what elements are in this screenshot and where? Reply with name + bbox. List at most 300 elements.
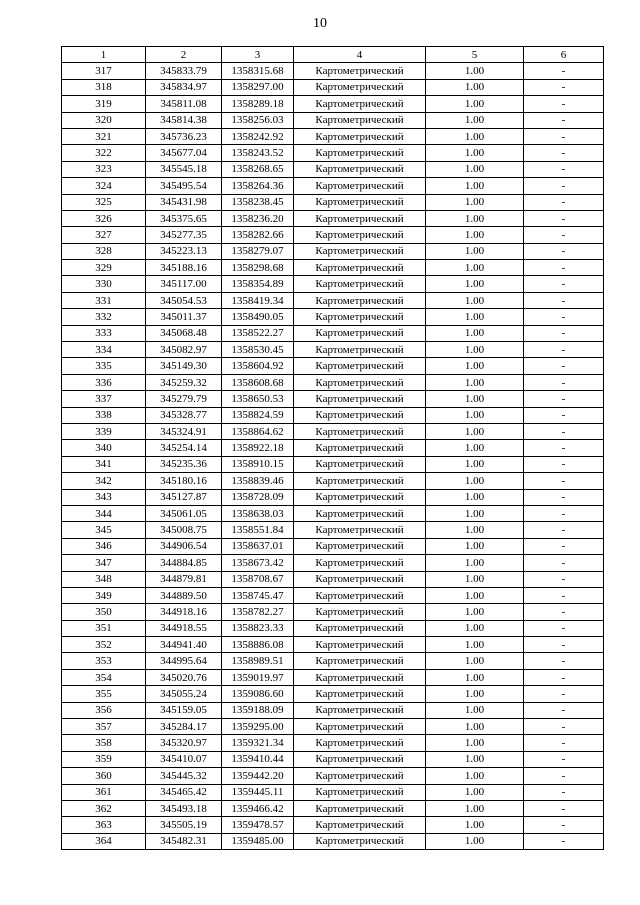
method-cell: Картометрический [294, 768, 426, 784]
table-row [62, 702, 604, 718]
y-coordinate-cell: 1358243.52 [222, 145, 294, 161]
table-row [62, 555, 604, 571]
accuracy-cell: 1.00 [426, 473, 524, 489]
table-row [62, 260, 604, 276]
coordinates-table [61, 46, 604, 850]
point-number-cell: 348 [62, 571, 146, 587]
point-number-cell: 329 [62, 260, 146, 276]
accuracy-cell: 1.00 [426, 407, 524, 423]
note-cell: - [524, 227, 604, 243]
y-coordinate-cell: 1359086.60 [222, 686, 294, 702]
table-row [62, 833, 604, 849]
accuracy-cell: 1.00 [426, 292, 524, 308]
point-number-cell: 343 [62, 489, 146, 505]
accuracy-cell: 1.00 [426, 178, 524, 194]
accuracy-cell: 1.00 [426, 358, 524, 374]
point-number-cell: 360 [62, 768, 146, 784]
column-header: 3 [222, 47, 294, 63]
x-coordinate-cell: 345149.30 [146, 358, 222, 374]
method-cell: Картометрический [294, 751, 426, 767]
y-coordinate-cell: 1358864.62 [222, 423, 294, 439]
table-row [62, 505, 604, 521]
y-coordinate-cell: 1358236.20 [222, 210, 294, 226]
y-coordinate-cell: 1358490.05 [222, 309, 294, 325]
x-coordinate-cell: 345279.79 [146, 391, 222, 407]
accuracy-cell: 1.00 [426, 571, 524, 587]
point-number-cell: 356 [62, 702, 146, 718]
y-coordinate-cell: 1358673.42 [222, 555, 294, 571]
table-row [62, 391, 604, 407]
y-coordinate-cell: 1358886.08 [222, 637, 294, 653]
x-coordinate-cell: 344889.50 [146, 587, 222, 603]
y-coordinate-cell: 1358530.45 [222, 342, 294, 358]
table-row [62, 735, 604, 751]
method-cell: Картометрический [294, 423, 426, 439]
note-cell: - [524, 96, 604, 112]
point-number-cell: 349 [62, 587, 146, 603]
x-coordinate-cell: 344906.54 [146, 538, 222, 554]
note-cell: - [524, 194, 604, 210]
note-cell: - [524, 604, 604, 620]
accuracy-cell: 1.00 [426, 653, 524, 669]
y-coordinate-cell: 1358782.27 [222, 604, 294, 620]
y-coordinate-cell: 1358315.68 [222, 63, 294, 79]
note-cell: - [524, 555, 604, 571]
accuracy-cell: 1.00 [426, 800, 524, 816]
table-row [62, 751, 604, 767]
method-cell: Картометрический [294, 555, 426, 571]
table-row [62, 178, 604, 194]
method-cell: Картометрический [294, 161, 426, 177]
x-coordinate-cell: 344879.81 [146, 571, 222, 587]
note-cell: - [524, 686, 604, 702]
x-coordinate-cell: 345127.87 [146, 489, 222, 505]
accuracy-cell: 1.00 [426, 440, 524, 456]
table-row [62, 522, 604, 538]
note-cell: - [524, 456, 604, 472]
accuracy-cell: 1.00 [426, 587, 524, 603]
point-number-cell: 320 [62, 112, 146, 128]
method-cell: Картометрический [294, 325, 426, 341]
note-cell: - [524, 243, 604, 259]
table-row [62, 210, 604, 226]
table-row [62, 79, 604, 95]
table-row [62, 817, 604, 833]
x-coordinate-cell: 345811.08 [146, 96, 222, 112]
note-cell: - [524, 407, 604, 423]
x-coordinate-cell: 345008.75 [146, 522, 222, 538]
table-row [62, 423, 604, 439]
y-coordinate-cell: 1358638.03 [222, 505, 294, 521]
point-number-cell: 334 [62, 342, 146, 358]
method-cell: Картометрический [294, 260, 426, 276]
x-coordinate-cell: 345736.23 [146, 128, 222, 144]
point-number-cell: 323 [62, 161, 146, 177]
x-coordinate-cell: 345328.77 [146, 407, 222, 423]
note-cell: - [524, 800, 604, 816]
note-cell: - [524, 719, 604, 735]
x-coordinate-cell: 345833.79 [146, 63, 222, 79]
accuracy-cell: 1.00 [426, 210, 524, 226]
note-cell: - [524, 423, 604, 439]
note-cell: - [524, 702, 604, 718]
note-cell: - [524, 161, 604, 177]
note-cell: - [524, 637, 604, 653]
point-number-cell: 326 [62, 210, 146, 226]
x-coordinate-cell: 345677.04 [146, 145, 222, 161]
y-coordinate-cell: 1358298.68 [222, 260, 294, 276]
y-coordinate-cell: 1359466.42 [222, 800, 294, 816]
point-number-cell: 351 [62, 620, 146, 636]
table-row [62, 571, 604, 587]
note-cell: - [524, 505, 604, 521]
accuracy-cell: 1.00 [426, 538, 524, 554]
x-coordinate-cell: 345493.18 [146, 800, 222, 816]
accuracy-cell: 1.00 [426, 735, 524, 751]
table-row [62, 243, 604, 259]
note-cell: - [524, 309, 604, 325]
method-cell: Картометрический [294, 538, 426, 554]
y-coordinate-cell: 1359295.00 [222, 719, 294, 735]
y-coordinate-cell: 1358745.47 [222, 587, 294, 603]
table-row [62, 161, 604, 177]
point-number-cell: 324 [62, 178, 146, 194]
accuracy-cell: 1.00 [426, 637, 524, 653]
accuracy-cell: 1.00 [426, 702, 524, 718]
note-cell: - [524, 768, 604, 784]
point-number-cell: 318 [62, 79, 146, 95]
y-coordinate-cell: 1358910.15 [222, 456, 294, 472]
point-number-cell: 337 [62, 391, 146, 407]
method-cell: Картометрический [294, 194, 426, 210]
x-coordinate-cell: 345375.65 [146, 210, 222, 226]
x-coordinate-cell: 345159.05 [146, 702, 222, 718]
x-coordinate-cell: 345188.16 [146, 260, 222, 276]
point-number-cell: 350 [62, 604, 146, 620]
y-coordinate-cell: 1358279.07 [222, 243, 294, 259]
x-coordinate-cell: 345482.31 [146, 833, 222, 849]
method-cell: Картометрический [294, 63, 426, 79]
note-cell: - [524, 669, 604, 685]
note-cell: - [524, 571, 604, 587]
point-number-cell: 335 [62, 358, 146, 374]
accuracy-cell: 1.00 [426, 686, 524, 702]
note-cell: - [524, 178, 604, 194]
note-cell: - [524, 342, 604, 358]
note-cell: - [524, 128, 604, 144]
table-row [62, 637, 604, 653]
point-number-cell: 322 [62, 145, 146, 161]
x-coordinate-cell: 344995.64 [146, 653, 222, 669]
y-coordinate-cell: 1358354.89 [222, 276, 294, 292]
y-coordinate-cell: 1359321.34 [222, 735, 294, 751]
x-coordinate-cell: 345054.53 [146, 292, 222, 308]
accuracy-cell: 1.00 [426, 260, 524, 276]
method-cell: Картометрический [294, 505, 426, 521]
y-coordinate-cell: 1358282.66 [222, 227, 294, 243]
method-cell: Картометрический [294, 522, 426, 538]
method-cell: Картометрический [294, 456, 426, 472]
y-coordinate-cell: 1359485.00 [222, 833, 294, 849]
accuracy-cell: 1.00 [426, 456, 524, 472]
point-number-cell: 357 [62, 719, 146, 735]
method-cell: Картометрический [294, 735, 426, 751]
point-number-cell: 352 [62, 637, 146, 653]
point-number-cell: 363 [62, 817, 146, 833]
x-coordinate-cell: 345259.32 [146, 374, 222, 390]
point-number-cell: 346 [62, 538, 146, 554]
y-coordinate-cell: 1358637.01 [222, 538, 294, 554]
accuracy-cell: 1.00 [426, 522, 524, 538]
method-cell: Картометрический [294, 374, 426, 390]
x-coordinate-cell: 344884.85 [146, 555, 222, 571]
accuracy-cell: 1.00 [426, 161, 524, 177]
table-row [62, 63, 604, 79]
note-cell: - [524, 276, 604, 292]
y-coordinate-cell: 1358268.65 [222, 161, 294, 177]
point-number-cell: 338 [62, 407, 146, 423]
accuracy-cell: 1.00 [426, 391, 524, 407]
table-row [62, 456, 604, 472]
y-coordinate-cell: 1358551.84 [222, 522, 294, 538]
note-cell: - [524, 538, 604, 554]
table-row [62, 342, 604, 358]
point-number-cell: 321 [62, 128, 146, 144]
y-coordinate-cell: 1358522.27 [222, 325, 294, 341]
x-coordinate-cell: 345277.35 [146, 227, 222, 243]
y-coordinate-cell: 1358922.18 [222, 440, 294, 456]
note-cell: - [524, 79, 604, 95]
table-row [62, 292, 604, 308]
point-number-cell: 331 [62, 292, 146, 308]
method-cell: Картометрический [294, 276, 426, 292]
accuracy-cell: 1.00 [426, 505, 524, 521]
table-row [62, 96, 604, 112]
table-row [62, 145, 604, 161]
x-coordinate-cell: 345431.98 [146, 194, 222, 210]
note-cell: - [524, 63, 604, 79]
method-cell: Картометрический [294, 96, 426, 112]
point-number-cell: 341 [62, 456, 146, 472]
accuracy-cell: 1.00 [426, 227, 524, 243]
method-cell: Картометрический [294, 128, 426, 144]
point-number-cell: 332 [62, 309, 146, 325]
x-coordinate-cell: 345505.19 [146, 817, 222, 833]
table-row [62, 686, 604, 702]
table-row [62, 227, 604, 243]
accuracy-cell: 1.00 [426, 604, 524, 620]
x-coordinate-cell: 345011.37 [146, 309, 222, 325]
x-coordinate-cell: 345055.24 [146, 686, 222, 702]
note-cell: - [524, 391, 604, 407]
note-cell: - [524, 735, 604, 751]
point-number-cell: 317 [62, 63, 146, 79]
table-row [62, 276, 604, 292]
x-coordinate-cell: 345545.18 [146, 161, 222, 177]
method-cell: Картометрический [294, 620, 426, 636]
table-row [62, 719, 604, 735]
note-cell: - [524, 751, 604, 767]
x-coordinate-cell: 345410.07 [146, 751, 222, 767]
point-number-cell: 361 [62, 784, 146, 800]
method-cell: Картометрический [294, 637, 426, 653]
method-cell: Картометрический [294, 145, 426, 161]
x-coordinate-cell: 345061.05 [146, 505, 222, 521]
point-number-cell: 354 [62, 669, 146, 685]
y-coordinate-cell: 1358823.33 [222, 620, 294, 636]
x-coordinate-cell: 345020.76 [146, 669, 222, 685]
note-cell: - [524, 260, 604, 276]
note-cell: - [524, 489, 604, 505]
method-cell: Картометрический [294, 587, 426, 603]
method-cell: Картометрический [294, 817, 426, 833]
y-coordinate-cell: 1358419.34 [222, 292, 294, 308]
point-number-cell: 333 [62, 325, 146, 341]
table-row [62, 194, 604, 210]
table-row [62, 768, 604, 784]
y-coordinate-cell: 1358989.51 [222, 653, 294, 669]
column-header: 5 [426, 47, 524, 63]
y-coordinate-cell: 1359442.20 [222, 768, 294, 784]
header-row [62, 47, 604, 63]
point-number-cell: 344 [62, 505, 146, 521]
note-cell: - [524, 817, 604, 833]
point-number-cell: 362 [62, 800, 146, 816]
point-number-cell: 327 [62, 227, 146, 243]
accuracy-cell: 1.00 [426, 719, 524, 735]
accuracy-cell: 1.00 [426, 128, 524, 144]
accuracy-cell: 1.00 [426, 489, 524, 505]
column-header: 1 [62, 47, 146, 63]
accuracy-cell: 1.00 [426, 751, 524, 767]
table-row [62, 407, 604, 423]
method-cell: Картометрический [294, 243, 426, 259]
method-cell: Картометрический [294, 309, 426, 325]
table-row [62, 358, 604, 374]
note-cell: - [524, 833, 604, 849]
note-cell: - [524, 522, 604, 538]
y-coordinate-cell: 1359478.57 [222, 817, 294, 833]
accuracy-cell: 1.00 [426, 784, 524, 800]
method-cell: Картометрический [294, 112, 426, 128]
y-coordinate-cell: 1358242.92 [222, 128, 294, 144]
table-row [62, 604, 604, 620]
y-coordinate-cell: 1358297.00 [222, 79, 294, 95]
x-coordinate-cell: 345180.16 [146, 473, 222, 489]
method-cell: Картометрический [294, 391, 426, 407]
point-number-cell: 325 [62, 194, 146, 210]
x-coordinate-cell: 344918.16 [146, 604, 222, 620]
point-number-cell: 342 [62, 473, 146, 489]
y-coordinate-cell: 1358839.46 [222, 473, 294, 489]
point-number-cell: 330 [62, 276, 146, 292]
point-number-cell: 339 [62, 423, 146, 439]
method-cell: Картометрический [294, 292, 426, 308]
accuracy-cell: 1.00 [426, 79, 524, 95]
accuracy-cell: 1.00 [426, 194, 524, 210]
method-cell: Картометрический [294, 358, 426, 374]
method-cell: Картометрический [294, 653, 426, 669]
note-cell: - [524, 145, 604, 161]
x-coordinate-cell: 345284.17 [146, 719, 222, 735]
note-cell: - [524, 374, 604, 390]
accuracy-cell: 1.00 [426, 276, 524, 292]
y-coordinate-cell: 1358256.03 [222, 112, 294, 128]
table-row [62, 800, 604, 816]
y-coordinate-cell: 1359188.09 [222, 702, 294, 718]
x-coordinate-cell: 344918.55 [146, 620, 222, 636]
x-coordinate-cell: 345814.38 [146, 112, 222, 128]
y-coordinate-cell: 1359445.11 [222, 784, 294, 800]
note-cell: - [524, 358, 604, 374]
x-coordinate-cell: 345324.91 [146, 423, 222, 439]
accuracy-cell: 1.00 [426, 817, 524, 833]
method-cell: Картометрический [294, 784, 426, 800]
method-cell: Картометрический [294, 227, 426, 243]
y-coordinate-cell: 1358608.68 [222, 374, 294, 390]
note-cell: - [524, 440, 604, 456]
method-cell: Картометрический [294, 719, 426, 735]
table-row [62, 473, 604, 489]
x-coordinate-cell: 345320.97 [146, 735, 222, 751]
table-row [62, 620, 604, 636]
table-row [62, 653, 604, 669]
point-number-cell: 364 [62, 833, 146, 849]
table-row [62, 784, 604, 800]
column-header: 6 [524, 47, 604, 63]
accuracy-cell: 1.00 [426, 145, 524, 161]
point-number-cell: 340 [62, 440, 146, 456]
table-row [62, 325, 604, 341]
method-cell: Картометрический [294, 669, 426, 685]
x-coordinate-cell: 345082.97 [146, 342, 222, 358]
accuracy-cell: 1.00 [426, 112, 524, 128]
method-cell: Картометрический [294, 833, 426, 849]
y-coordinate-cell: 1358264.36 [222, 178, 294, 194]
method-cell: Картометрический [294, 686, 426, 702]
method-cell: Картометрический [294, 178, 426, 194]
note-cell: - [524, 653, 604, 669]
method-cell: Картометрический [294, 489, 426, 505]
method-cell: Картометрический [294, 473, 426, 489]
accuracy-cell: 1.00 [426, 342, 524, 358]
note-cell: - [524, 620, 604, 636]
accuracy-cell: 1.00 [426, 374, 524, 390]
y-coordinate-cell: 1359019.97 [222, 669, 294, 685]
table-row [62, 538, 604, 554]
table-row [62, 128, 604, 144]
accuracy-cell: 1.00 [426, 555, 524, 571]
accuracy-cell: 1.00 [426, 325, 524, 341]
point-number-cell: 347 [62, 555, 146, 571]
point-number-cell: 359 [62, 751, 146, 767]
column-header: 4 [294, 47, 426, 63]
x-coordinate-cell: 345223.13 [146, 243, 222, 259]
y-coordinate-cell: 1358604.92 [222, 358, 294, 374]
y-coordinate-cell: 1358238.45 [222, 194, 294, 210]
y-coordinate-cell: 1358708.67 [222, 571, 294, 587]
point-number-cell: 319 [62, 96, 146, 112]
x-coordinate-cell: 345495.54 [146, 178, 222, 194]
point-number-cell: 328 [62, 243, 146, 259]
accuracy-cell: 1.00 [426, 423, 524, 439]
point-number-cell: 345 [62, 522, 146, 538]
column-header: 2 [146, 47, 222, 63]
x-coordinate-cell: 345834.97 [146, 79, 222, 95]
point-number-cell: 358 [62, 735, 146, 751]
y-coordinate-cell: 1358650.53 [222, 391, 294, 407]
method-cell: Картометрический [294, 342, 426, 358]
